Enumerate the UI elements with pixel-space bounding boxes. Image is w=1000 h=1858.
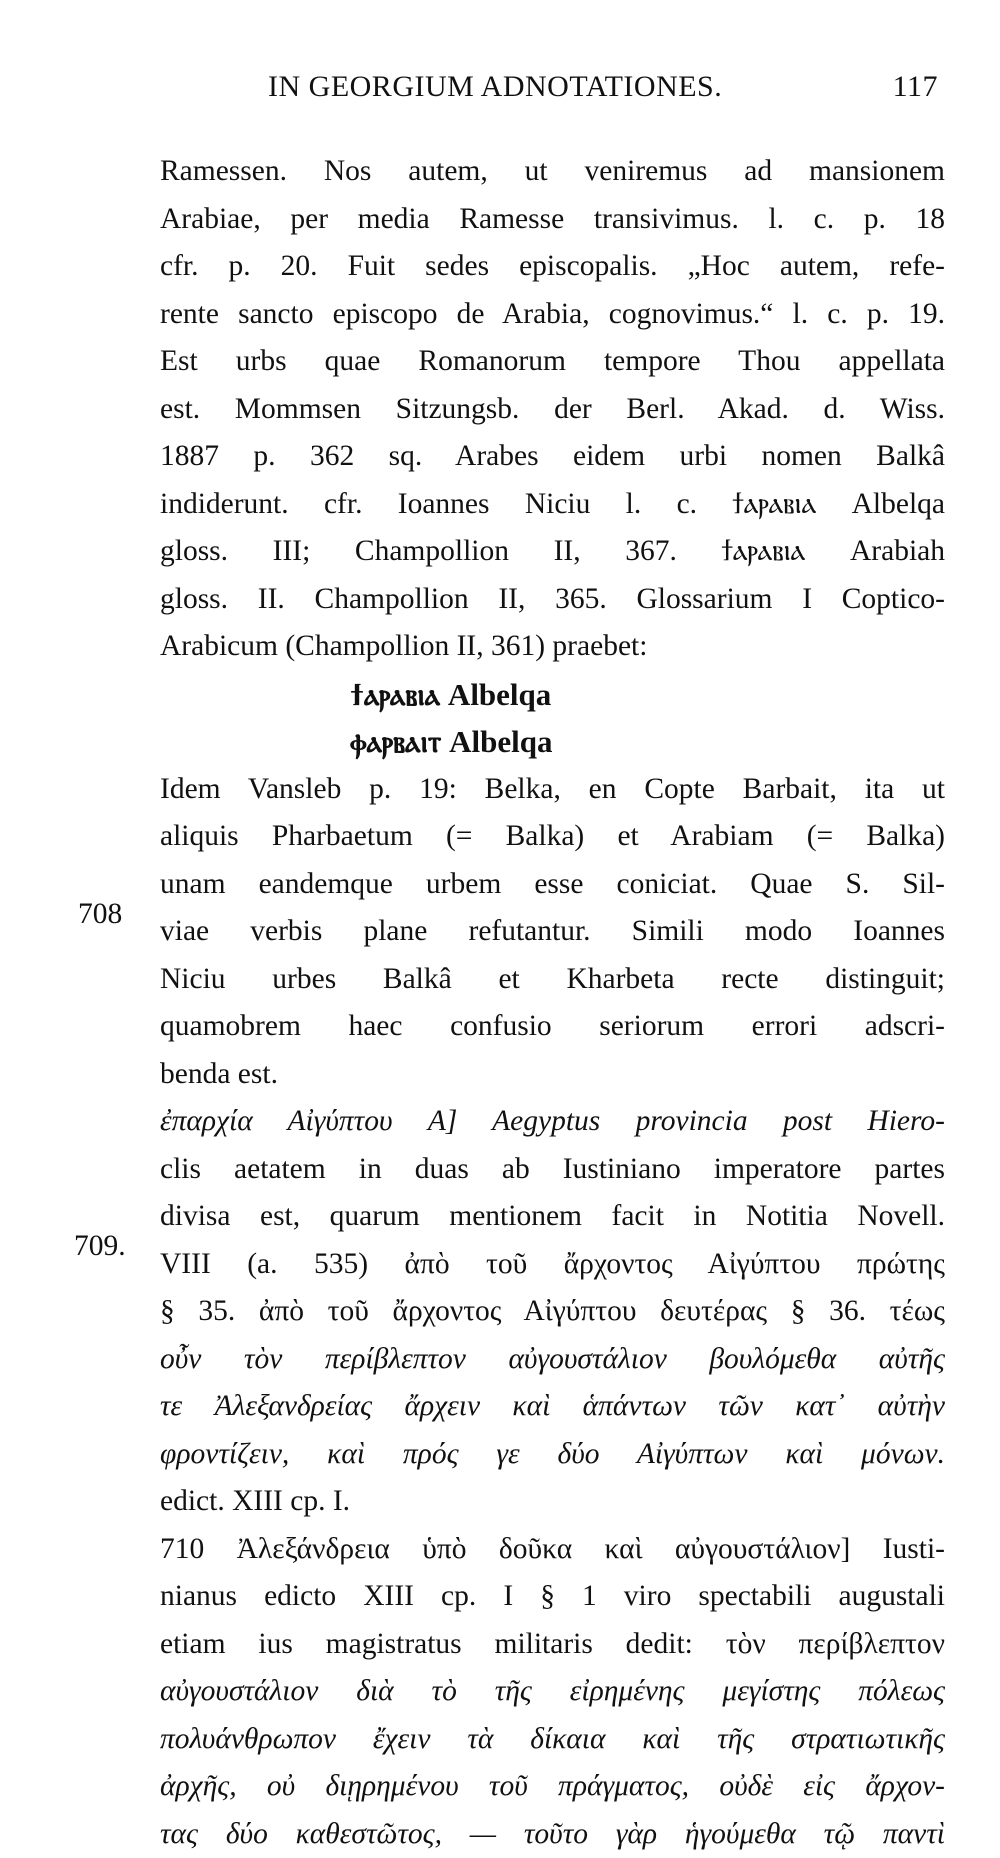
text-line: aliquis Pharbaetum (= Balka) et Arabiam (= Balka) <box>160 813 945 861</box>
text-line: gloss. III; Champollion II, 367. ϯⲁⲣⲁⲃⲓⲁ Arabiah <box>160 528 945 576</box>
text-line: Arabicum (Champollion II, 361) praebet: <box>160 623 945 671</box>
text-line: αὐγουστάλιον διὰ τὸ τῆς εἰρημένης μεγίστης πόλεως <box>160 1668 945 1716</box>
running-header <box>268 70 938 104</box>
text-line: 710 Ἀλεξάνδρεια ὑπὸ δοῦκα καὶ αὐγουστάλιον] Iusti- <box>160 1526 945 1574</box>
text-line: Est urbs quae Romanorum tempore Thou appellata <box>160 338 945 386</box>
text-line: ἐπαρχία Αἰγύπτου A] Aegyptus provincia post Hiero- <box>160 1098 945 1146</box>
text-line: quamobrem haec confusio seriorum errori adscri- <box>160 1003 945 1051</box>
text-line: Idem Vansleb p. 19: Belka, en Copte Barbait, ita ut <box>160 766 945 814</box>
margin-line-number: 709. <box>74 1230 126 1263</box>
text-line: clis aetatem in duas ab Iustiniano imperatore partes <box>160 1146 945 1194</box>
text-line: οὖν τὸν περίβλεπτον αὐγουστάλιον βουλόμεθα αὐτῆς <box>160 1336 945 1384</box>
text-line: divisa est, quarum mentionem facit in Notitia Novell. <box>160 1193 945 1241</box>
text-line: § 35. ἀπὸ τοῦ ἄρχοντος Αἰγύπτου δευτέρας § 36. τέως <box>160 1288 945 1336</box>
text-line: VIII (a. 535) ἀπὸ τοῦ ἄρχοντος Αἰγύπτου πρώτης <box>160 1241 945 1289</box>
page-number: 117 <box>893 70 938 104</box>
text-line: πολυάνθρωπον ἔχειν τὰ δίκαια καὶ τῆς στρατιωτικῆς <box>160 1716 945 1764</box>
margin-line-number: 708 <box>78 898 122 931</box>
text-line: τας δύο καθεστῶτος, — τοῦτο γὰρ ἡγούμεθα τῷ παντὶ <box>160 1811 945 1858</box>
text-line: τε Ἀλεξανδρείας ἄρχειν καὶ ἁπάντων τῶν κατ᾿ αὐτὴν <box>160 1383 945 1431</box>
text-line: Ramessen. Nos autem, ut veniremus ad mansionem <box>160 148 945 196</box>
text-line: cfr. p. 20. Fuit sedes episcopalis. „Hoc autem, refe- <box>160 243 945 291</box>
text-line: 1887 p. 362 sq. Arabes eidem urbi nomen Balkâ <box>160 433 945 481</box>
coptic-entry: ⲫⲁⲣⲃⲁⲓⲧ Albelqa <box>160 718 945 766</box>
header-title: IN GEORGIUM ADNOTATIONES. <box>268 70 722 103</box>
text-line: φροντίζειν, καὶ πρός γε δύο Αἰγύπτων καὶ μόνων. <box>160 1431 945 1479</box>
text-line: rente sancto episcopo de Arabia, cognovimus.“ l. c. p. 19. <box>160 291 945 339</box>
text-line: edict. XIII cp. I. <box>160 1478 945 1526</box>
text-line: unam eandemque urbem esse coniciat. Quae S. Sil- <box>160 861 945 909</box>
text-line: gloss. II. Champollion II, 365. Glossarium I Coptico- <box>160 576 945 624</box>
text-line: etiam ius magistratus militaris dedit: τὸν περίβλεπτον <box>160 1621 945 1669</box>
text-line: nianus edicto XIII cp. I § 1 viro spectabili augustali <box>160 1573 945 1621</box>
text-line: ἀρχῆς, οὐ διῃρημένου τοῦ πράγματος, οὐδὲ εἰς ἄρχον- <box>160 1763 945 1811</box>
text-line: viae verbis plane refutantur. Simili modo Ioannes <box>160 908 945 956</box>
text-line: Niciu urbes Balkâ et Kharbeta recte distinguit; <box>160 956 945 1004</box>
text-line: est. Mommsen Sitzungsb. der Berl. Akad. d. Wiss. <box>160 386 945 434</box>
coptic-entry: ϯⲁⲣⲁⲃⲓⲁ Albelqa <box>160 671 945 719</box>
text-line: Arabiae, per media Ramesse transivimus. l. c. p. 18 <box>160 196 945 244</box>
text-line: benda est. <box>160 1051 945 1099</box>
text-line: indiderunt. cfr. Ioannes Niciu l. c. ϯⲁⲣⲁⲃⲓⲁ Albelqa <box>160 481 945 529</box>
body-text <box>160 148 945 1858</box>
